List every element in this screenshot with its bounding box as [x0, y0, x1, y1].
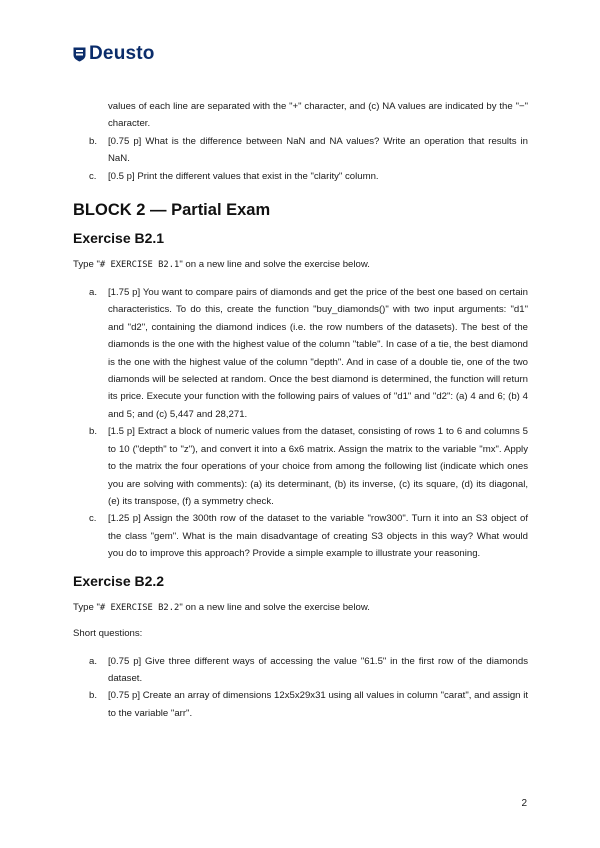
instruction-prefix: Type "	[73, 259, 100, 271]
short-questions-label: Short questions:	[73, 627, 143, 639]
exercise-instruction	[73, 601, 528, 615]
question-list	[73, 653, 528, 723]
instruction-suffix: " on a new line and solve the exercise below.	[179, 259, 370, 271]
block-title: BLOCK 2 — Partial Exam	[73, 201, 271, 220]
instruction-suffix: " on a new line and solve the exercise below.	[179, 601, 370, 613]
exercise-title: Exercise B2.1	[73, 230, 165, 247]
item-text: [0.75 p] Give three different ways of accessing the value "61.5" in the first row of the diamonds dataset.	[108, 655, 528, 684]
item-marker: a.	[89, 287, 98, 299]
question-item	[73, 423, 528, 510]
brand-name: Deusto	[89, 43, 155, 64]
item-marker: b.	[89, 426, 98, 438]
question-item	[73, 133, 528, 168]
shield-icon	[73, 47, 86, 62]
question-item	[73, 168, 528, 185]
question-item	[73, 687, 528, 722]
instruction-prefix: Type "	[73, 601, 100, 613]
item-text: [0.5 p] Print the different values that exist in the "clarity" column.	[108, 170, 379, 182]
item-text: [0.75 p] Create an array of dimensions 12x5x29x31 using all values in column "carat", and assign it to the variable "arr".	[108, 690, 528, 719]
question-item	[73, 510, 528, 562]
item-marker: b.	[89, 135, 98, 147]
question-list	[73, 284, 528, 563]
item-text: [1.75 p] You want to compare pairs of diamonds and get the price of the best one based on certain characteristics. To do this, create the function "buy_diamonds()" with two input arguments: "d1" and "d2", containing the diamond indices (i.e. the row numbers of the datasets). The best of the diamonds is the one with the highest value of the column "table". In case of a tie, the best diamond is the one with the highest value of the column "depth". And in case of a double tie, one of the two diamonds will be selected at random. Once the best diamond is determined, the function will return its price. Execute your function with the following pairs of values of "d1" and "d2": (a) 4 and 6; (b) 4 and 5; and (c) 5,447 and 28,271.	[108, 287, 528, 420]
item-marker: c.	[89, 170, 97, 182]
page-number: 2	[521, 798, 527, 809]
item-text: [0.75 p] What is the difference between NaN and NA values? Write an operation that results in NaN.	[108, 135, 528, 165]
previous-exercise-tail	[73, 98, 528, 185]
question-item	[73, 653, 528, 688]
deusto-logo	[73, 43, 155, 65]
item-text: [1.5 p] Extract a block of numeric values from the dataset, consisting of rows 1 to 6 and columns 5 to 10 ("depth" to "z"), and convert it into a 6x6 matrix. Assign the matrix to the variable "mx". Apply to the matrix the four operations of your choice from among the following list (indicate which ones you are solving with comments): (a) its determinant, (b) its inverse, (c) its square, (d) its diagonal, (e) its transpose, (f) a symmetry check.	[108, 426, 528, 507]
exercise-title: Exercise B2.2	[73, 572, 165, 589]
item-marker: b.	[89, 690, 98, 702]
instruction-code: # EXERCISE B2.1	[99, 260, 180, 271]
instruction-code: # EXERCISE B2.2	[99, 602, 180, 613]
question-item	[73, 284, 528, 423]
item-marker: c.	[89, 513, 97, 525]
continued-text: values of each line are separated with the "+" character, and (c) NA values are indicated by the "−" character.	[108, 101, 528, 130]
exercise-instruction	[73, 258, 528, 272]
question-list	[73, 133, 528, 185]
item-text: [1.25 p] Assign the 300th row of the dataset to the variable "row300". Turn it into an S3 object of the class "gem". What is the main disadvantage of creating S3 objects in this way? What would you do to improve this approach? Provide a simple example to illustrate your reasoning.	[108, 513, 528, 560]
item-marker: a.	[89, 655, 98, 667]
page-content	[73, 98, 528, 722]
